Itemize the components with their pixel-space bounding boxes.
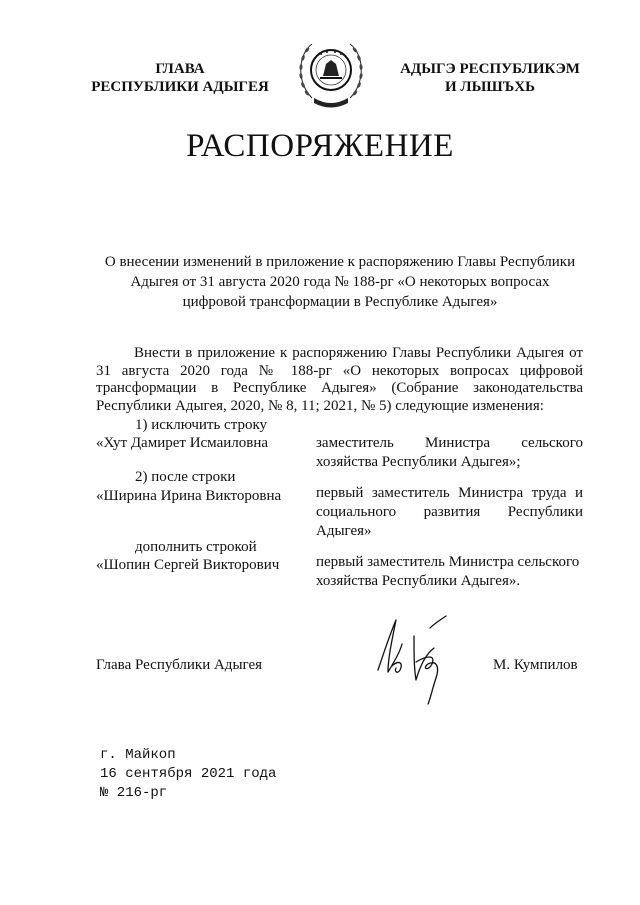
change-3-position-line-1: первый заместитель Министра сельского	[316, 554, 580, 570]
change-3-name: «Шопин Сергей Викторович	[96, 557, 280, 573]
body-paragraph	[96, 345, 583, 415]
signatory-name: М. Кумпилов	[493, 657, 578, 673]
body-line-4: Республики Адыгея, 2020, № 8, 11; 2021, № 5) следующие изменения:	[96, 397, 544, 414]
document-subject	[100, 252, 580, 312]
footer-date: 16 сентября 2021 года	[100, 766, 277, 782]
header-right	[372, 60, 608, 96]
subject-line-2: Адыгея от 31 августа 2020 года № 188-рг «О некоторых вопросах	[130, 274, 550, 290]
change-2-name: «Ширина Ирина Викторовна	[96, 488, 282, 504]
change-2-position	[316, 484, 583, 541]
header-left-line1: ГЛАВА	[155, 61, 205, 77]
header-right-line2: И ЛЫШЪХЬ	[444, 79, 536, 95]
header-left	[70, 60, 290, 96]
change-3-position	[316, 553, 583, 591]
change-3-label: дополнить строкой	[135, 539, 257, 555]
change-3-position-line-2: хозяйства Республики Адыгея».	[316, 573, 521, 589]
body-line-2: 31 августа 2020 года № 188-рг «О некоторых вопросах цифровой	[96, 362, 583, 379]
subject-line-1: О внесении изменений в приложение к распоряжению Главы Республики	[104, 254, 576, 270]
change-1-position	[316, 434, 583, 472]
footer-number: № 216-рг	[100, 785, 168, 801]
body-line-1: Внести в приложение к распоряжению Главы Республики Адыгея от	[134, 345, 583, 361]
change-1-label: 1) исключить строку	[135, 417, 268, 433]
change-2-position-line-3: Адыгея»	[316, 523, 372, 539]
footer-city: г. Майкоп	[100, 747, 176, 763]
header-right-line1: АДЫГЭ РЕСПУБЛИКЭМ	[400, 61, 580, 77]
change-1-name: «Хут Дамирет Исмаиловна	[96, 435, 269, 451]
emblem-icon	[290, 32, 372, 114]
subject-line-3: цифровой трансформации в Республике Адыгея»	[182, 294, 498, 310]
change-2-position-line-1: первый заместитель Министра труда и	[316, 485, 583, 501]
body-line-3: трансформации в Республике Адыгея» (Собрание законодательства	[96, 380, 583, 396]
header-left-line2: РЕСПУБЛИКИ АДЫГЕЯ	[91, 79, 269, 95]
change-1-position-line-1: заместитель Министра сельского	[316, 435, 583, 451]
change-2-label: 2) после строки	[135, 469, 236, 485]
handwritten-signature	[370, 608, 470, 708]
document-title: РАСПОРЯЖЕНИЕ	[186, 128, 454, 164]
change-1-position-line-2: хозяйства Республики Адыгея»;	[316, 454, 521, 470]
change-2-position-line-2: социального развития Республики	[316, 504, 583, 520]
signatory-position: Глава Республики Адыгея	[96, 657, 263, 673]
